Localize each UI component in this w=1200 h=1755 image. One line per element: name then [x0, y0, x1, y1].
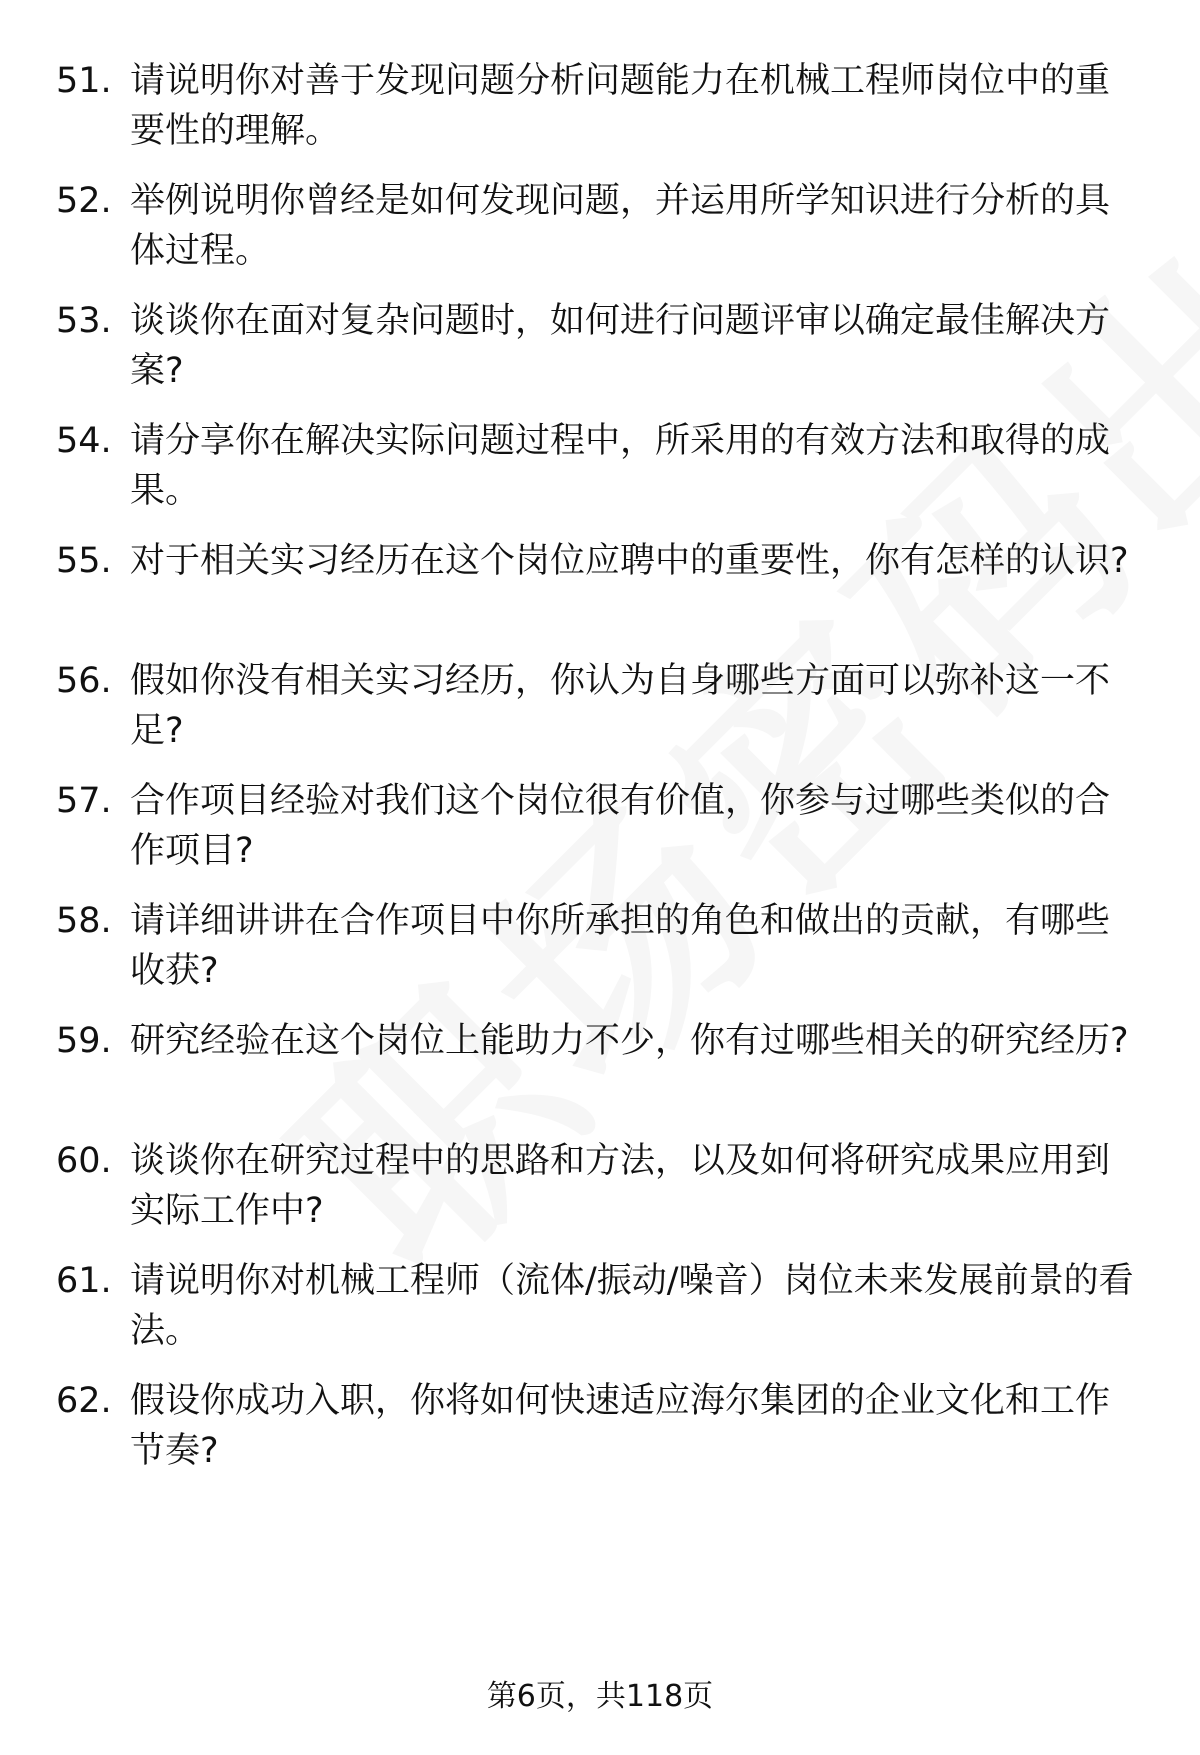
question-text: 谈谈你在面对复杂问题时，如何进行问题评审以确定最佳解决方案? — [130, 301, 1111, 391]
question-text: 对于相关实习经历在这个岗位应聘中的重要性，你有怎样的认识? — [130, 541, 1129, 581]
question-number: 61. — [56, 1261, 112, 1301]
question-item — [0, 1136, 1200, 1246]
question-item — [0, 56, 1200, 166]
question-number: 55. — [56, 541, 112, 581]
question-text: 请分享你在解决实际问题过程中，所采用的有效方法和取得的成果。 — [130, 421, 1111, 511]
question-item — [0, 896, 1200, 1006]
question-text: 谈谈你在研究过程中的思路和方法，以及如何将研究成果应用到实际工作中? — [130, 1141, 1111, 1231]
page-footer: 第6页，共118页 — [486, 1679, 714, 1714]
question-number: 56. — [56, 661, 112, 701]
question-text: 假设你成功入职，你将如何快速适应海尔集团的企业文化和工作节奏? — [130, 1381, 1111, 1471]
question-number: 52. — [56, 181, 112, 221]
question-text: 请详细讲讲在合作项目中你所承担的角色和做出的贡献，有哪些收获? — [130, 901, 1111, 991]
question-number: 57. — [56, 781, 112, 821]
question-item — [0, 536, 1200, 646]
question-number: 59. — [56, 1021, 112, 1061]
question-text: 请说明你对机械工程师（流体/振动/噪音）岗位未来发展前景的看法。 — [130, 1261, 1134, 1351]
question-number: 62. — [56, 1381, 112, 1421]
question-item — [0, 776, 1200, 886]
question-item — [0, 416, 1200, 526]
question-item — [0, 296, 1200, 406]
question-text: 假如你没有相关实习经历，你认为自身哪些方面可以弥补这一不足? — [130, 661, 1111, 751]
question-item — [0, 1256, 1200, 1366]
question-text: 合作项目经验对我们这个岗位很有价值，你参与过哪些类似的合作项目? — [130, 781, 1111, 871]
question-number: 60. — [56, 1141, 112, 1181]
question-item — [0, 1016, 1200, 1126]
question-text: 举例说明你曾经是如何发现问题，并运用所学知识进行分析的具体过程。 — [130, 181, 1111, 271]
question-number: 53. — [56, 301, 112, 341]
question-text: 研究经验在这个岗位上能助力不少，你有过哪些相关的研究经历? — [130, 1021, 1129, 1061]
question-number: 54. — [56, 421, 112, 461]
question-number: 51. — [56, 61, 112, 101]
question-item — [0, 656, 1200, 766]
question-text: 请说明你对善于发现问题分析问题能力在机械工程师岗位中的重要性的理解。 — [130, 61, 1111, 151]
question-item — [0, 176, 1200, 286]
question-number: 58. — [56, 901, 112, 941]
question-item — [0, 1376, 1200, 1486]
